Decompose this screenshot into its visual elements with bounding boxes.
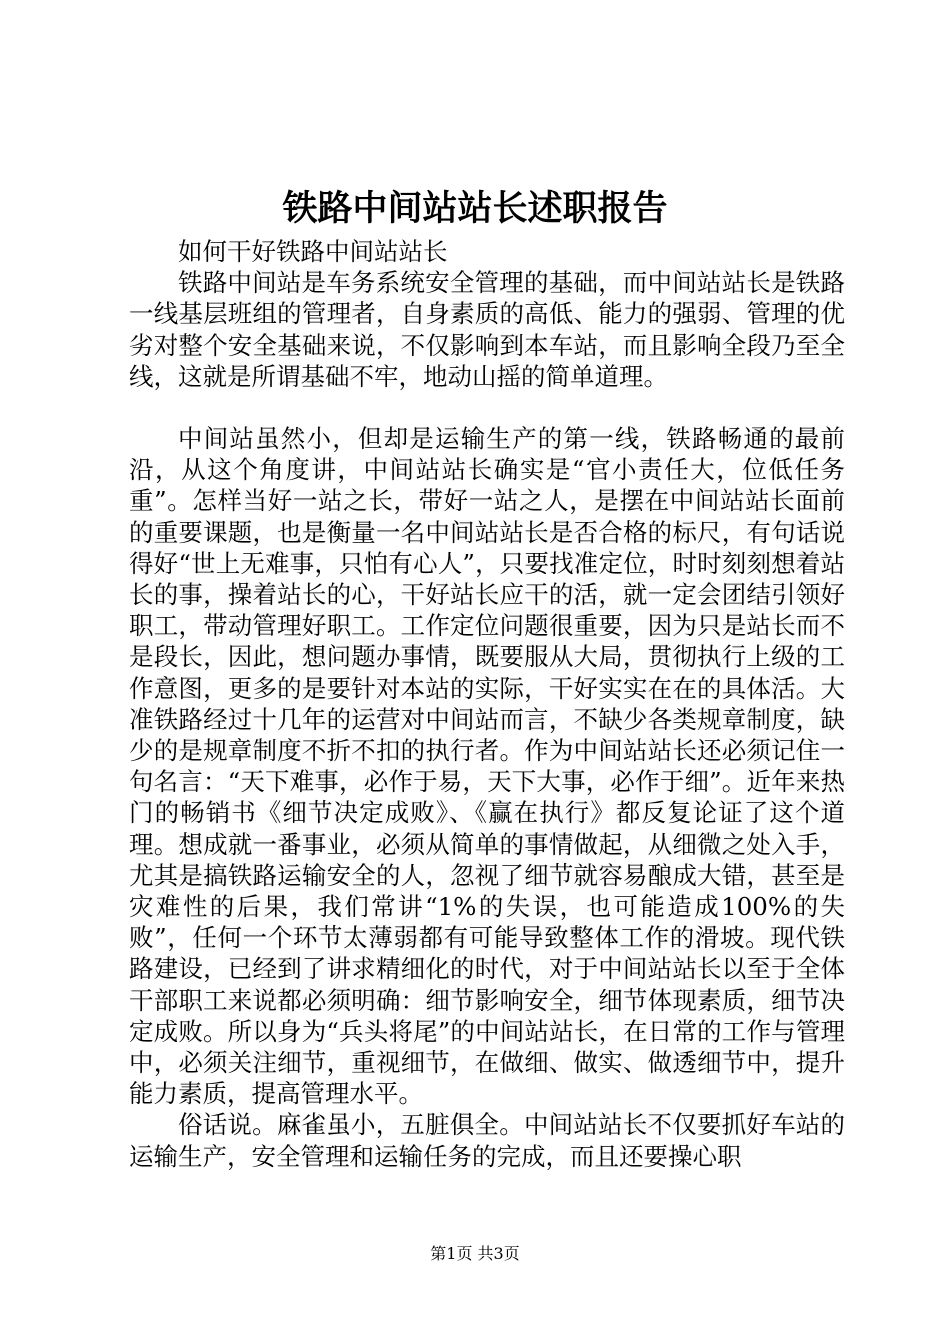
- document-body: [129, 236, 845, 1172]
- body-paragraph: 俗话说。麻雀虽小，五脏俱全。中间站站长不仅要抓好车站的运输生产，安全管理和运输任务的完成，而且还要操心职: [129, 1110, 845, 1171]
- subtitle-paragraph: 如何干好铁路中间站站长: [178, 237, 448, 266]
- body-paragraph: 铁路中间站是车务系统安全管理的基础，而中间站站长是铁路一线基层班组的管理者，自身素质的高低、能力的强弱、管理的优劣对整个安全基础来说，不仅影响到本车站，而且影响全段乃至全线，这就是所谓基础不牢，地动山摇的简单道理。: [129, 268, 845, 391]
- page-footer: 第1页 共3页: [430, 1244, 520, 1263]
- document-title: 铁路中间站站长述职报告: [282, 188, 668, 229]
- body-paragraph: 中间站虽然小，但却是运输生产的第一线，铁路畅通的最前沿，从这个角度讲，中间站站长确实是“官小责任大，位低任务重”。怎样当好一站之长，带好一站之人，是摆在中间站站长面前的重要课题，也是衡量一名中间站站长是否合格的标尺，有句话说得好“世上无难事，只怕有心人”，只要找准定位，时时刻刻想着站长的事，操着站长的心，干好站长应干的活，就一定会团结引领好职工，带动管理好职工。工作定位问题很重要，因为只是站长而不是段长，因此，想问题办事情，既要服从大局，贯彻执行上级的工作意图，更多的是要针对本站的实际，干好实实在在的具体活。大准铁路经过十几年的运营对中间站而言，不缺少各类规章制度，缺少的是规章制度不折不扣的执行者。作为中间站站长还必须记住一句名言：“天下难事，必作于易，天下大事，必作于细”。近年来热门的畅销书《细节决定成败》、《赢在执行》都反复论证了这个道理。想成就一番事业，必须从简单的事情做起，从细微之处入手，尤其是搞铁路运输安全的人，忽视了细节就容易酿成大错，甚至是灾难性的后果，我们常讲“1%的失误，也可能造成100%的失败”，任何一个环节太薄弱都有可能导致整体工作的滑坡。现代铁路建设，已经到了讲求精细化的时代，对于中间站站长以至于全体干部职工来说都必须明确：细节影响安全，细节体现素质，细节决定成败。所以身为“兵头将尾”的中间站站长，在日常的工作与管理中，必须关注细节，重视细节，在做细、做实、做透细节中，提升能力素质，提高管理水平。: [129, 424, 845, 1109]
